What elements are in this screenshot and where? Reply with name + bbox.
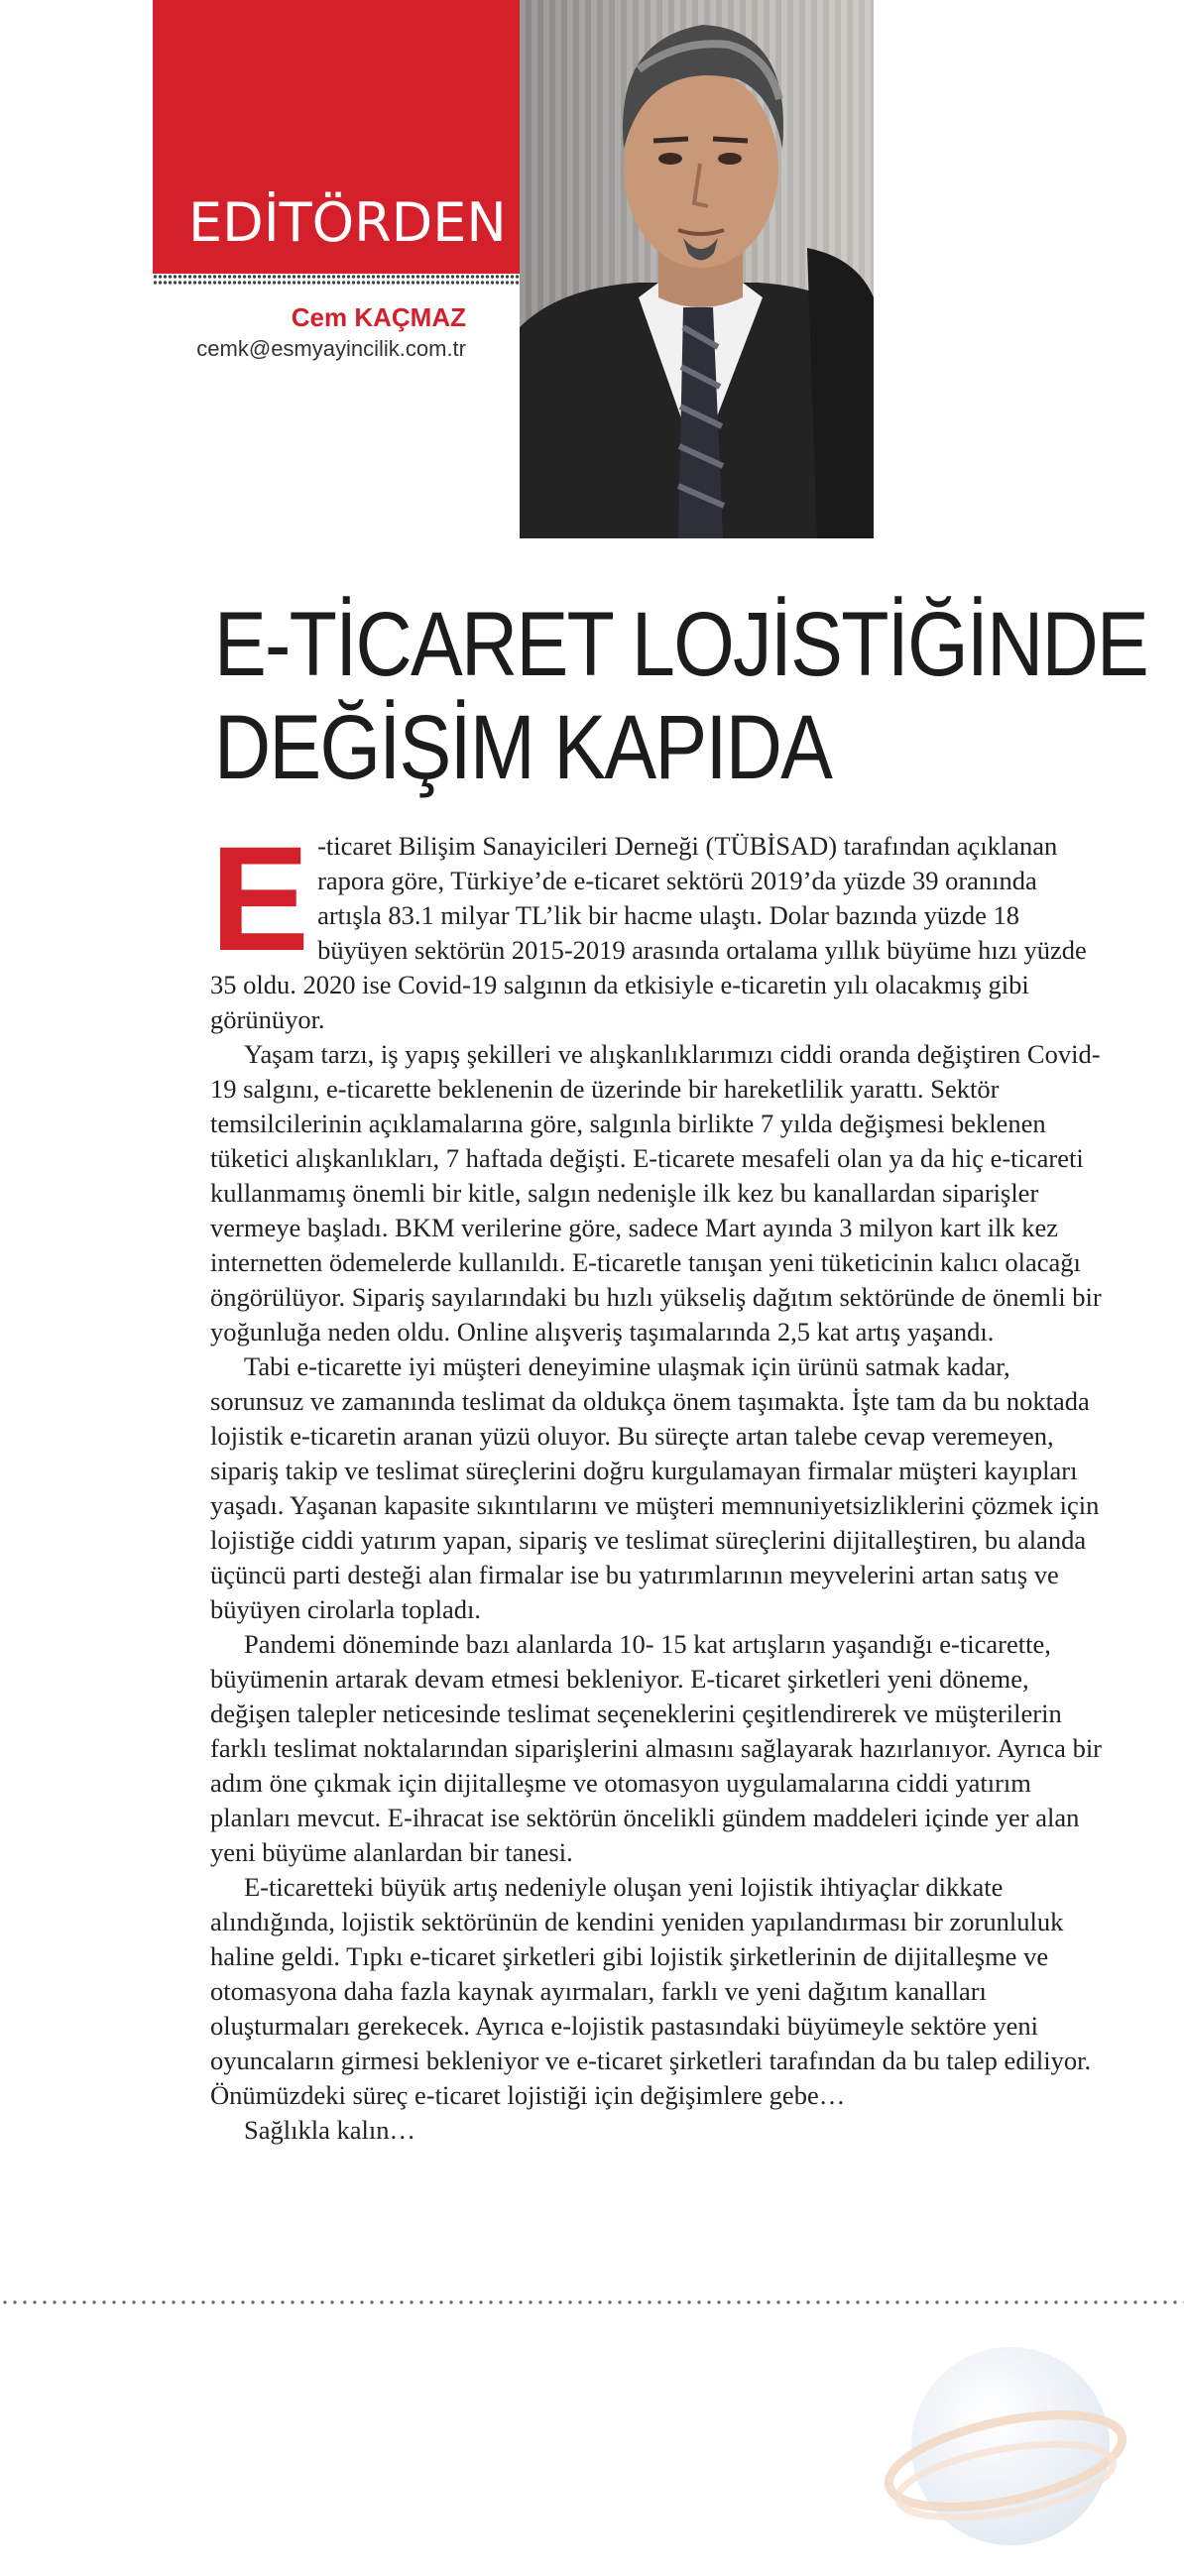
article-body bbox=[210, 815, 1103, 2148]
paragraph-3: Tabi e-ticarette iyi müşteri deneyimine ulaşmak için ürünü satmak kadar, sorunsuz ve zamanında teslimat da oldukça önem taşımakta. İşte tam da bu noktada lojistik e-ticaretin aranan yüzü oluyor. Bu süreçte artan talebe cevap veremeyen, sipariş takip ve teslimat süreçlerini doğru kurgulamayan firmalar müşteri kayıpları yaşadı. Yaşanan kapasite sıkıntılarını ve müşteri memnuniyetsizliklerini çözmek için lojistiğe ciddi yatırım yapan, sipariş ve teslimat süreçlerini dijitalleştiren, bu alanda üçüncü parti desteği alan firmalar ise bu yatırımlarının meyvelerini artan satış ve büyüyen cirolarla topladı. bbox=[210, 1351, 1100, 1624]
headline-line-2: DEĞİŞİM KAPIDA bbox=[214, 697, 832, 798]
headline-line-1: E-TİCARET LOJİSTİĞİNDE bbox=[214, 594, 1148, 695]
footer-dotted-divider bbox=[0, 2298, 1184, 2306]
globe-ring-icon bbox=[877, 2332, 1134, 2560]
section-banner bbox=[153, 0, 520, 274]
article-headline bbox=[214, 593, 1148, 799]
portrait-photo bbox=[520, 0, 874, 538]
author-name: Cem KAÇMAZ bbox=[291, 302, 466, 332]
drop-cap: E bbox=[210, 815, 310, 982]
author-block bbox=[196, 300, 466, 364]
paragraph-2: Yaşam tarzı, iş yapış şekilleri ve alışkanlıklarımızı ciddi oranda değiştiren Covid-19 salgını, e-ticarette beklenenin de üzerinde bir hareketlilik yarattı. Sektör temsilcilerinin açıklamalarına göre, salgınla birlikte 7 yılda değişmesi beklenen tüketici alışkanlıkları, 7 haftada değişti. E-ticarete mesafeli olan ya da hiç e-ticareti kullanmamış önemli bir kitle, salgın nedenişle ilk kez bu kanallardan siparişler vermeye başladı. BKM verilerine göre, sadece Mart ayında 3 milyon kart ilk kez internetten ödemelerde kullanıldı. E-ticaretle tanışan yeni tüketicinin kalıcı olacağı öngörülüyor. Sipariş sayılarındaki bu hızlı yükseliş dağıtım sektöründe de önemli bir yoğunluğa neden oldu. Online alışveriş taşımalarında 2,5 kat artış yaşandı. bbox=[210, 1039, 1102, 1347]
portrait-figure bbox=[520, 0, 874, 538]
paragraph-1: E -ticaret Bilişim Sanayicileri Derneği (TÜBİSAD) tarafından açıklanan rapora göre, Türkiye’de e-ticaret sektörü 2019’da yüzde 39 oranında artışla 83.1 milyar TL’lik bir hacme ulaştı. Dolar bazında yüzde 18 büyüyen sektörün 2015-2019 arasında ortalama yıllık büyüme hızı yüzde 35 oldu. 2020 ise Covid-19 salgının da etkisiyle e-ticaretin yılı olacakmış gibi görünüyor. bbox=[210, 815, 1087, 1034]
author-email[interactable]: cemk@esmyayincilik.com.tr bbox=[196, 336, 466, 361]
paragraph-4: Pandemi döneminde bazı alanlarda 10- 15 kat artışların yaşandığı e-ticarette, büyümenin artarak devam etmesi bekleniyor. E-ticaret şirketleri yeni döneme, değişen talepler neticesinde teslimat seçeneklerini çeşitlendirerek ve müşterilerin farklı teslimat noktalarından siparişlerini almasını sağlayarak hazırlanıyor. Ayrıca bir adım öne çıkmak için dijitalleşme ve otomasyon uygulamalarına ciddi yatırım planları mevcut. E-ihracat ise sektörün öncelikli gündem maddeleri içinde yer alan yeni büyüme alanlardan bir tanesi. bbox=[210, 1629, 1103, 1867]
sign-off: Sağlıkla kalın… bbox=[244, 2115, 415, 2145]
section-label: EDİTÖRDEN bbox=[188, 191, 507, 254]
section-banner-dots bbox=[153, 274, 520, 286]
paragraph-5: E-ticaretteki büyük artış nedeniyle oluşan yeni lojistik ihtiyaçlar dikkate alındığında, lojistik sektörünün de kendini yeniden yapılandırması bir zorunluluk haline geldi. Tıpkı e-ticaret şirketleri gibi lojistik şirketlerinin de dijitalleşme ve otomasyona daha fazla kaynak ayırmaları, farklı ve yeni dağıtım kanalları oluşturmaları gerekecek. Ayrıca e-lojistik pastasındaki büyümeyle sektöre yeni oyuncaların girmesi bekleniyor ve e-ticaret şirketleri tarafından da bu talep ediliyor. Önümüzdeki süreç e-ticaret lojistiği için değişimlere gebe… bbox=[210, 1872, 1092, 2110]
